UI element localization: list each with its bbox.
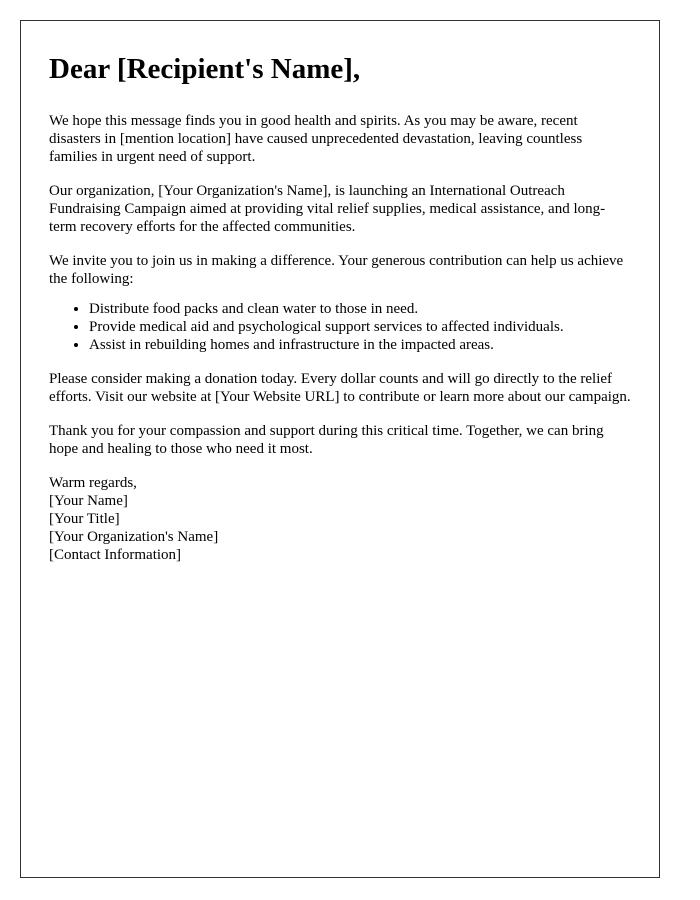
paragraph-organization: Our organization, [Your Organization's Name], is launching an International Outreach Fundraising Campaign aimed at providing vital relief supplies, medical assistance, and long-term recovery efforts for the affected communities. <box>49 183 606 235</box>
paragraph-donation: Please consider making a donation today. Every dollar counts and will go directly to the relief efforts. Visit our website at [Your Website URL] to contribute or learn more about our campaign. <box>49 371 631 405</box>
paragraph-invitation: We invite you to join us in making a difference. Your generous contribution can help us achieve the following: <box>49 253 624 287</box>
list-item: • Assist in rebuilding homes and infrastructure in the impacted areas. <box>89 336 631 354</box>
salutation: Dear [Recipient's Name], <box>49 53 361 85</box>
paragraph-intro: We hope this message finds you in good health and spirits. As you may be aware, recent disasters in [mention location] have caused unprecedented devastation, leaving countless families in urgent need of support. <box>49 113 583 165</box>
paragraph-thanks: Thank you for your compassion and support during this critical time. Together, we can bring hope and healing to those who need it most. <box>49 423 604 457</box>
list-item: • Distribute food packs and clean water to those in need. <box>89 300 631 318</box>
signature-block <box>49 474 631 564</box>
sender-contact: [Contact Information] <box>49 547 182 563</box>
sender-title: [Your Title] <box>49 511 120 527</box>
list-item: • Provide medical aid and psychological support services to affected individuals. <box>89 318 631 336</box>
sender-name: [Your Name] <box>49 493 128 509</box>
goals-list <box>49 300 631 354</box>
letter-page <box>20 20 660 878</box>
sender-organization: [Your Organization's Name] <box>49 529 219 545</box>
sign-off: Warm regards, <box>49 475 137 491</box>
